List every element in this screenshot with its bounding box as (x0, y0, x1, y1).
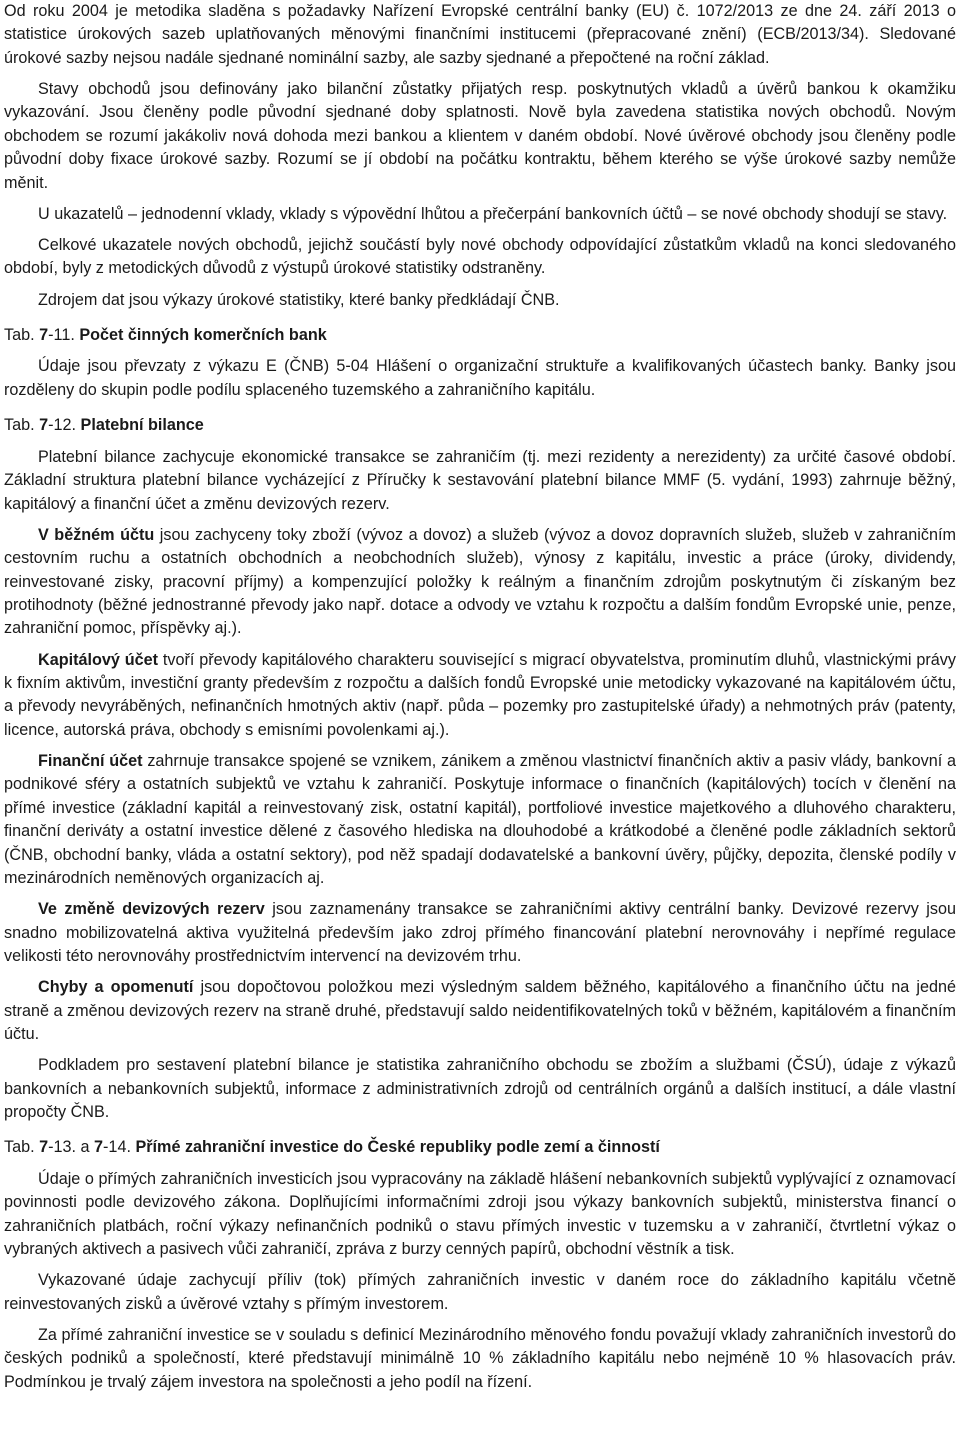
tab-number: 7 (39, 1138, 49, 1157)
tab-label: Tab. (4, 1138, 35, 1157)
paragraph-text: jsou zaznamenány transakce se zahraničními aktivy centrální banky. Devizové rezervy jsou snadno mobilizovatelná aktiva využitelná především jako zdroj přímého financování platební nerovnováhy i nepřímé regulace velikosti této nerovnováhy prostřednictvím intervencí na devizovém trhu. (4, 900, 957, 965)
paragraph-7-13-3: Za přímé zahraniční investice se v souladu s definicí Mezinárodního měnového fondu považují vklady zahraničních investorů do českých podniků a společností, které představují minimálně 10 % základního kapitálu nebo nejméně 10 % hlasovacích práv. Podmínkou je trvalý zájem investora na společnosti a jeho podíl na řízení. (4, 1325, 956, 1391)
section-heading-7-13 (4, 1136, 956, 1159)
paragraph-text: tvoří převody kapitálového charakteru související s migrací obyvatelstva, prominutím dluhů, vlastnickými právy k fixním aktivům, investiční granty především z rozpočtu a dalších fondů Evropské unie metodicky vykazované na kapitálovém účtu, a převody nevyráběných, nefinančních hmotných aktiv (např. půda – pozemky pro zastupitelské úřady) a nehmotných práv (patenty, licence, autorská práva, obchody s emisními povolenkami aj.). (4, 650, 956, 739)
section-title: Počet činných komerčních bank (79, 326, 327, 345)
term-kapitalovy-ucet: Kapitálový účet (38, 650, 159, 669)
paragraph-intro-3: U ukazatelů – jednodenní vklady, vklady s výpovědní lhůtou a přečerpání bankovních účtů – se nové obchody shodují se stavy. (38, 204, 948, 223)
term-devizove-rezervy: Ve změně devizových rezerv (38, 900, 265, 919)
paragraph-kapitalovy-ucet (4, 649, 956, 743)
paragraph-text: zahrnuje transakce spojené se vznikem, zánikem a změnou vlastnictví finančních aktiv a pasiv vlády, bankovní a podnikové sféry a ostatních subjektů ve vztahu k zahraničí. Poskytuje informace o finančních (kapitálových) tocích v členění na přímé investice (základní kapitál a reinvestovaný zisk, ostatní kapitál), portfoliové investice majetkového a dluhového charakteru, finanční deriváty a ostatní investice dělené z časového hlediska na dlouhodobé a krátkodobé a členěné podle základních sektorů (ČNB, obchodní banky, vláda a ostatní sektory), pod něž spadají dodavatelské a bankovní úvěry, půjčky, depozita, členské podíly v mezinárodních neměnových organizacích aj. (4, 751, 956, 887)
paragraph-7-12-1: Platební bilance zachycuje ekonomické transakce se zahraničím (tj. mezi rezidenty a nerezidenty) za určité časové období. Základní struktura platební bilance vycházející z Příručky k sestavování platební bilance MMF (5. vydání, 1993) zahrnuje běžný, kapitálový a finanční účet a změnu devizových rezerv. (4, 447, 956, 513)
paragraph-text: jsou zachyceny toky zboží (vývoz a dovoz) a služeb (vývoz a dovoz dopravních služeb, služeb v zahraničním cestovním ruchu a ostatních obchodních a neobchodních služeb), výnosy z kapitálu, investic a práce (úroky, dividendy, reinvestované zisky, pracovní příjmy) a kompenzující položky k reálným a finančním zdrojům poskytnutým či získaným bez protihodnoty (běžné jednostranné převody jako např. dotace a odvody ve vztahu k rozpočtu a dalším fondům Evropské unie, penze, zahraniční pomoc, příspěvky aj.). (4, 525, 956, 638)
section-title: Přímé zahraniční investice do České republiky podle zemí a činností (135, 1138, 660, 1157)
tab-label: Tab. (4, 416, 35, 435)
tab-number: 7 (94, 1138, 104, 1157)
term-financni-ucet: Finanční účet (38, 751, 143, 770)
tab-number-suffix: -12. (48, 416, 77, 435)
tab-number-suffix: -14. (103, 1138, 131, 1157)
paragraph-7-12-7: Podkladem pro sestavení platební bilance je statistika zahraničního obchodu se zbožím a službami (ČSÚ), údaje z výkazů bankovních a nebankovních subjektů, informace z administrativních zdrojů od centrálních orgánů a dalších institucí, a dále vlastní propočty ČNB. (4, 1056, 956, 1122)
term-bezny-ucet: V běžném účtu (38, 525, 155, 544)
paragraph-intro-2: Stavy obchodů jsou definovány jako bilanční zůstatky přijatých resp. poskytnutých vkladů a úvěrů bankou k okamžiku vykazování. Jsou členěny podle původní sjednané doby splatnosti. Nově byla zavedena statistika nových obchodů. Novým obchodem se rozumí jakákoliv nová dohoda mezi bankou a klientem v daném období. Nové úvěrové obchody jsou členěny podle původní doby fixace úrokové sazby. Rozumí se jí období na počátku kontraktu, během kterého se výše úrokové sazby nemůže měnit. (4, 80, 956, 192)
paragraph-intro-5: Zdrojem dat jsou výkazy úrokové statistiky, které banky předkládají ČNB. (38, 290, 560, 309)
paragraph-devizove-rezervy (4, 898, 956, 968)
tab-label: Tab. (4, 326, 35, 345)
tab-number: 7 (39, 416, 49, 435)
tab-number-suffix: -13. a (48, 1138, 95, 1157)
section-heading-7-11 (4, 324, 956, 347)
term-chyby-opomenuti: Chyby a opomenutí (38, 978, 194, 997)
paragraph-intro-4: Celkové ukazatele nových obchodů, jejichž součástí byly nové obchody odpovídající zůstatkům vkladů na konci sledovaného období, byly z metodických důvodů z výstupů úrokové statistiky odstraněny. (4, 236, 956, 278)
tab-number: 7 (39, 326, 49, 345)
section-title: Platební bilance (80, 416, 204, 435)
paragraph-bezny-ucet (4, 524, 956, 641)
paragraph-7-11-1: Údaje jsou převzaty z výkazu E (ČNB) 5-04 Hlášení o organizační struktuře a kvalifikovaných účastech banky. Banky jsou rozděleny do skupin podle podílu splaceného tuzemského a zahraničního kapitálu. (4, 357, 956, 399)
paragraph-7-13-2: Vykazované údaje zachycují příliv (tok) přímých zahraničních investic v daném roce do základního kapitálu včetně reinvestovaných zisků a úvěrové vztahy s přímým investorem. (4, 1271, 956, 1313)
paragraph-intro-1: Od roku 2004 je metodika sladěna s požadavky Nařízení Evropské centrální banky (EU) č. 1072/2013 ze dne 24. září 2013 o statistice úrokových sazeb uplatňovaných měnovými finančními institucemi (přepracované znění) (ECB/2013/34). Sledované úrokové sazby nejsou nadále sjednané nominální sazby, ale sazby sjednané a přepočtené na roční základ. (4, 2, 956, 67)
paragraph-chyby-opomenuti (4, 976, 956, 1046)
tab-number-suffix: -11. (48, 326, 75, 345)
paragraph-text: jsou dopočtovou položkou mezi výsledným saldem běžného, kapitálového a finančního účtu na jedné straně a změnou devizových rezerv na straně druhé, představují saldo neidentifikovatelných toků v běžném, kapitálovém a finančním účtu. (4, 978, 956, 1044)
section-heading-7-12 (4, 414, 956, 437)
paragraph-7-13-1: Údaje o přímých zahraničních investicích jsou vypracovány na základě hlášení nebankovních subjektů vyplývající z oznamovací povinnosti podle devizového zákona. Doplňujícími informačními zdroji jsou výkazy bankovních subjektů, ministerstva financí o zahraničních platbách, roční výkazy nefinančních podniků o stavu přímých investic v tuzemsku a v zahraničí, čtvrtletní výkaz o vybraných aktivech a pasivech vůči zahraničí, zpráva z burzy cenných papírů, obchodní věstník a tisk. (4, 1169, 956, 1259)
paragraph-financni-ucet (4, 750, 956, 890)
